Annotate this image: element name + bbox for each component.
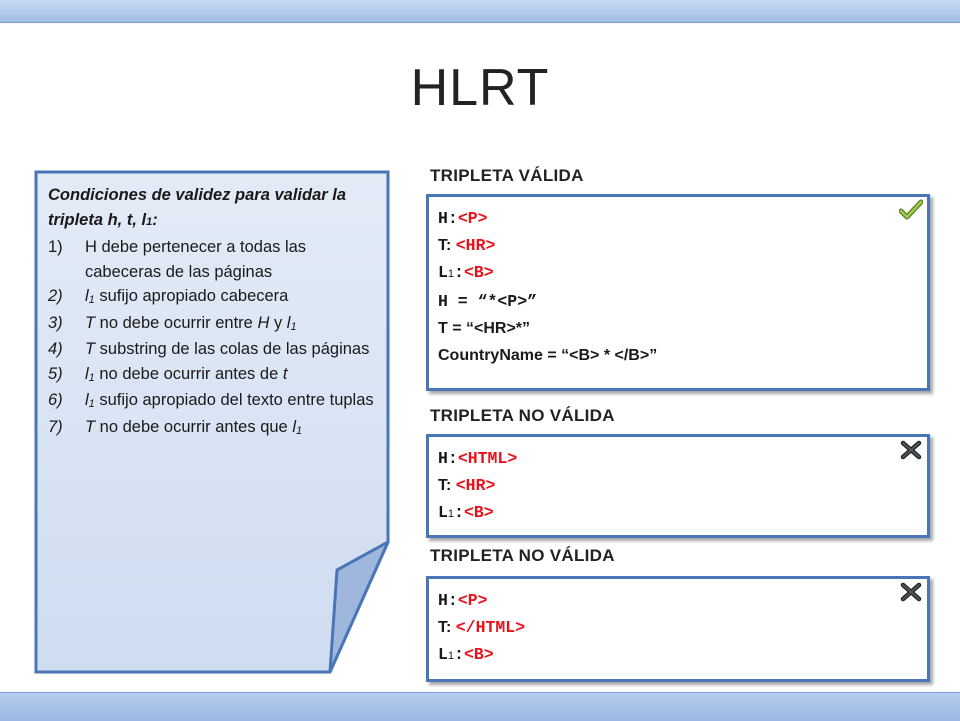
condition-item: 1) H debe pertenecer a todas las cabeceras de las páginas [48,238,307,281]
condition-item: 5) l1 no debe ocurrir antes de t [48,364,288,384]
condition-item: 4) T substring de las colas de las páginas [48,340,370,358]
t-line: T: </HTML> [438,618,526,637]
country-expression: CountryName = “<B> * </B>” [438,347,658,364]
slide-title: HLRT [410,59,550,117]
condition-item: 6) l1 sufijo apropiado del texto entre tuplas [48,391,374,410]
invalid-triplet-heading-2: TRIPLETA NO VÁLIDA [430,546,615,565]
l-line: L1:<B> [438,645,494,664]
invalid-triplet-box-2 [426,576,930,682]
condition-item: 2) l1 sufijo apropiado cabecera [48,287,289,306]
cross-icon [899,439,923,461]
condition-item: 7) T no debe ocurrir antes que l1 [48,417,303,437]
h-line: H:<P> [438,209,488,228]
h-line: H:<HTML> [438,449,518,468]
t-expression: T = “<HR>*” [438,320,531,337]
check-icon [899,199,923,221]
invalid-triplet-box-1 [426,434,930,538]
conditions-note [34,170,390,675]
valid-triplet-box [426,194,930,391]
t-line: T: <HR> [438,236,496,255]
conditions-heading: Condiciones de validez para validar la tripleta h, t, l1: [48,186,347,229]
l-line: L1:<B> [438,503,494,522]
l-line: L1:<B> [438,263,494,282]
bottom-band [0,692,960,721]
top-band [0,0,960,23]
cross-icon [899,581,923,603]
invalid-triplet-heading-1: TRIPLETA NO VÁLIDA [430,406,615,425]
h-line: H:<P> [438,591,488,610]
valid-triplet-heading: TRIPLETA VÁLIDA [430,166,584,185]
h-expression: H = “*<P>” [438,292,538,311]
conditions-list [48,235,383,441]
t-line: T: <HR> [438,476,496,495]
condition-item: 3) T no debe ocurrir entre H y l1 [48,313,297,333]
